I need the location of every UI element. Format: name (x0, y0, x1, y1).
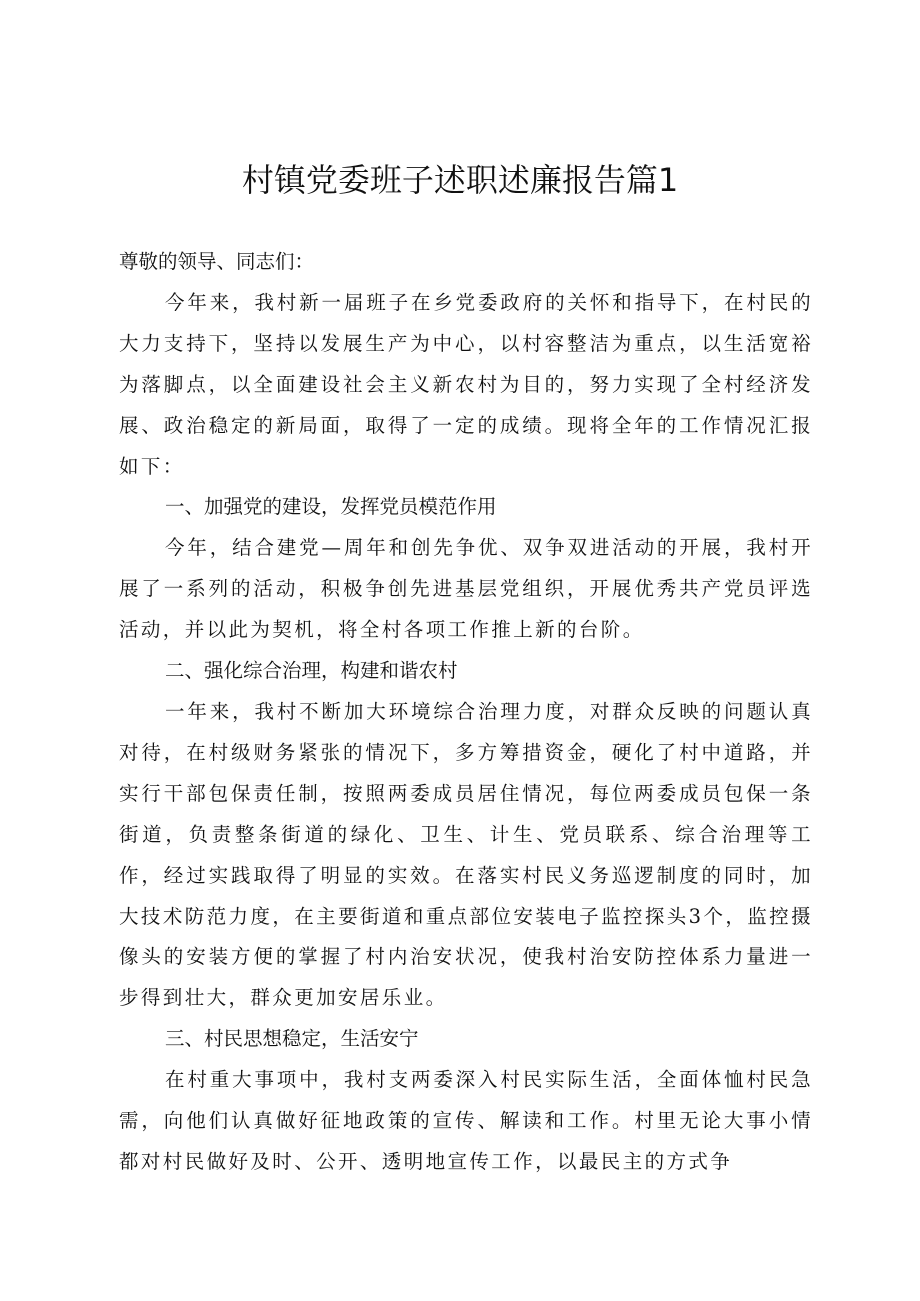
salutation: 尊敬的领导、同志们： (119, 250, 315, 273)
intro-paragraph: 今年来，我村新一届班子在乡党委政府的关怀和指导下，在村民的大力支持下，坚持以发展生产为中心，以村容整洁为重点，以生活宽裕为落脚点，以全面建设社会主义新农村为目的，努力实现了全村经济发展、政治稳定的新局面，取得了一定的成绩。现将全年的工作情况汇报如下： (119, 290, 813, 478)
section-paragraph-1: 今年，结合建党—周年和创先争优、双争双进活动的开展，我村开展了一系列的活动，积极争创先进基层党组织，开展优秀共产党员评选活动，并以此为契机，将全村各项工作推上新的台阶。 (119, 536, 813, 642)
document-title: 村镇党委班子述职述廉报告篇1 (241, 161, 679, 199)
document-body (119, 242, 813, 1183)
section-heading-2: 二、强化综合治理，构建和谐农村 (165, 659, 458, 683)
section-heading-3: 三、村民思想稳定，生活安宁 (165, 1027, 419, 1051)
section-heading-1: 一、加强党的建设，发挥党员模范作用 (165, 495, 497, 519)
section-paragraph-3: 在村重大事项中，我村支两委深入村民实际生活，全面体恤村民急需，向他们认真做好征地政策的宣传、解读和工作。村里无论大事小情都对村民做好及时、公开、透明地宣传工作，以最民主的方式争 (119, 1068, 813, 1173)
section-paragraph-2: 一年来，我村不断加大环境综合治理力度，对群众反映的问题认真对待，在村级财务紧张的情况下，多方筹措资金，硬化了村中道路，并实行干部包保责任制，按照两委成员居住情况，每位两委成员包保一条街道，负责整条街道的绿化、卫生、计生、党员联系、综合治理等工作，经过实践取得了明显的实效。在落实村民义务巡逻制度的同时，加大技术防范力度，在主要街道和重点部位安装电子监控探头3个，监控摄像头的安装方便的掌握了村内治安状况，使我村治安防控体系力量进一步得到壮大，群众更加安居乐业。 (119, 699, 813, 1010)
